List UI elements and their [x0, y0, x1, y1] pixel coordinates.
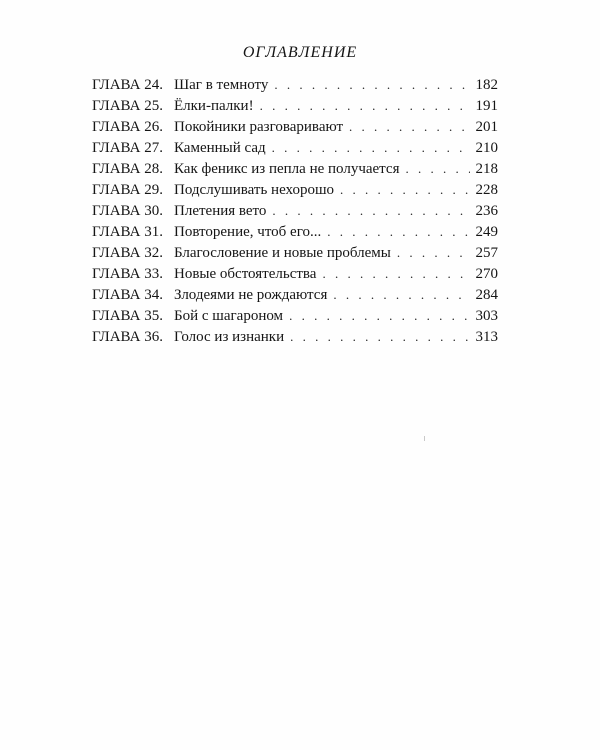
entry-chapter: ГЛАВА 32.: [92, 245, 163, 261]
entry-title: Как феникс из пепла не получается: [174, 161, 400, 177]
dot-leader: [289, 305, 469, 326]
entry-page-number: 270: [475, 266, 498, 282]
toc-entry: [92, 326, 498, 347]
dot-leader: [405, 158, 469, 179]
entry-page-number: 303: [475, 308, 498, 324]
entry-title: Подслушивать нехорошо: [174, 182, 335, 198]
toc-entry: [92, 200, 498, 221]
entry-chapter: ГЛАВА 36.: [92, 329, 163, 345]
dot-leader: [322, 263, 469, 284]
dot-leader: [349, 116, 469, 137]
dot-leader: [272, 200, 469, 221]
entry-chapter: ГЛАВА 28.: [92, 161, 163, 177]
entry-chapter: ГЛАВА 25.: [92, 98, 163, 114]
paper-speck: [424, 436, 425, 441]
toc-entry: [92, 137, 498, 158]
entry-title: Голос из изнанки: [174, 329, 285, 345]
dot-leader: [274, 74, 469, 95]
dot-leader: [272, 137, 470, 158]
toc-entry: [92, 179, 498, 200]
entry-page-number: 228: [475, 182, 498, 198]
entry-chapter: ГЛАВА 30.: [92, 203, 163, 219]
dot-leader: [327, 221, 469, 242]
entry-title: Бой с шагароном: [174, 308, 284, 324]
entry-chapter: ГЛАВА 24.: [92, 77, 163, 93]
entry-page-number: 313: [475, 329, 498, 345]
entry-chapter: ГЛАВА 34.: [92, 287, 163, 303]
entry-title: Шаг в темноту: [174, 77, 269, 93]
entry-page-number: 249: [475, 224, 498, 240]
toc-entry: [92, 221, 498, 242]
entry-page-number: 257: [475, 245, 498, 261]
entry-page-number: 210: [475, 140, 498, 156]
dot-leader: [397, 242, 470, 263]
toc-entry: [92, 263, 498, 284]
entry-title: Ёлки-палки!: [174, 98, 254, 114]
entry-page-number: 284: [475, 287, 498, 303]
toc-entry: [92, 305, 498, 326]
entry-page-number: 191: [475, 98, 498, 114]
dot-leader: [260, 95, 470, 116]
dot-leader: [290, 326, 469, 347]
toc-entry: [92, 116, 498, 137]
entry-title: Покойники разговаривают: [174, 119, 344, 135]
entry-chapter: ГЛАВА 33.: [92, 266, 163, 282]
toc-entry: [92, 95, 498, 116]
entry-title: Каменный сад: [174, 140, 266, 156]
toc-heading: ОГЛАВЛЕНИЕ: [242, 44, 358, 61]
toc-entry: [92, 74, 498, 95]
entry-title: Новые обстоятельства: [174, 266, 317, 282]
entry-page-number: 182: [475, 77, 498, 93]
entry-chapter: ГЛАВА 26.: [92, 119, 163, 135]
entry-page-number: 218: [475, 161, 498, 177]
entry-chapter: ГЛАВА 29.: [92, 182, 163, 198]
entry-title: Благословение и новые проблемы: [174, 245, 391, 261]
entry-title: Плетения вето: [174, 203, 267, 219]
entry-title: Злодеями не рождаются: [174, 287, 328, 303]
entry-chapter: ГЛАВА 35.: [92, 308, 163, 324]
entry-title: Повторение, чтоб его...: [174, 224, 322, 240]
toc-list: [92, 74, 498, 347]
dot-leader: [340, 179, 469, 200]
entry-page-number: 201: [475, 119, 498, 135]
toc-entry: [92, 158, 498, 179]
entry-chapter: ГЛАВА 31.: [92, 224, 163, 240]
dot-leader: [333, 284, 469, 305]
entry-chapter: ГЛАВА 27.: [92, 140, 163, 156]
entry-page-number: 236: [475, 203, 498, 219]
toc-entry: [92, 242, 498, 263]
toc-entry: [92, 284, 498, 305]
